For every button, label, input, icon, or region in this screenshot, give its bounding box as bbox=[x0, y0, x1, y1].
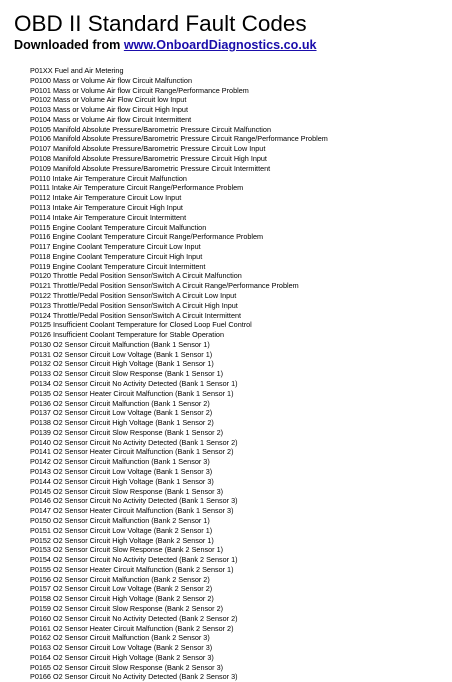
website-link[interactable]: www.OnboardDiagnostics.co.uk bbox=[123, 38, 317, 52]
fault-code-line: P0140 O2 Sensor Circuit No Activity Detected (Bank 1 Sensor 2) bbox=[30, 437, 238, 447]
fault-code-line: P0143 O2 Sensor Circuit Low Voltage (Bank 1 Sensor 3) bbox=[30, 467, 213, 477]
fault-code-line: P0113 Intake Air Temperature Circuit High Input bbox=[30, 202, 183, 212]
fault-code-line: P0122 Throttle/Pedal Position Sensor/Switch A Circuit Low Input bbox=[30, 290, 237, 300]
fault-code-line: P0124 Throttle/Pedal Position Sensor/Switch A Circuit Intermittent bbox=[30, 310, 242, 320]
document-title: OBD II Standard Fault Codes bbox=[14, 11, 307, 36]
fault-code-line: P0105 Manifold Absolute Pressure/Barometric Pressure Circuit Malfunction bbox=[30, 124, 271, 134]
fault-code-line: P0151 O2 Sensor Circuit Low Voltage (Bank 2 Sensor 1) bbox=[30, 525, 213, 535]
fault-code-line: P0146 O2 Sensor Circuit No Activity Detected (Bank 1 Sensor 3) bbox=[30, 496, 238, 506]
fault-code-line: P0114 Intake Air Temperature Circuit Intermittent bbox=[30, 212, 187, 222]
fault-code-line: P0130 O2 Sensor Circuit Malfunction (Bank 1 Sensor 1) bbox=[30, 339, 210, 349]
fault-code-line: P0158 O2 Sensor Circuit High Voltage (Bank 2 Sensor 2) bbox=[30, 594, 214, 604]
fault-code-line: P0125 Insufficient Coolant Temperature for Closed Loop Fuel Control bbox=[30, 320, 252, 330]
fault-code-line: P0163 O2 Sensor Circuit Low Voltage (Bank 2 Sensor 3) bbox=[30, 643, 213, 653]
fault-code-line: P0112 Intake Air Temperature Circuit Low Input bbox=[30, 193, 182, 203]
fault-code-line: P0109 Manifold Absolute Pressure/Barometric Pressure Circuit Intermittent bbox=[30, 163, 271, 173]
fault-code-line: P0115 Engine Coolant Temperature Circuit Malfunction bbox=[30, 222, 207, 232]
document-subtitle bbox=[14, 38, 317, 52]
fault-code-line: P0121 Throttle/Pedal Position Sensor/Switch A Circuit Range/Performance Problem bbox=[30, 281, 299, 291]
fault-code-line: P01XX Fuel and Air Metering bbox=[30, 66, 124, 75]
fault-code-line: P0150 O2 Sensor Circuit Malfunction (Bank 2 Sensor 1) bbox=[30, 515, 210, 525]
fault-code-line: P0153 O2 Sensor Circuit Slow Response (Bank 2 Sensor 1) bbox=[30, 545, 224, 555]
fault-code-line: P0101 Mass or Volume Air flow Circuit Range/Performance Problem bbox=[30, 85, 249, 95]
fault-code-line: P0154 O2 Sensor Circuit No Activity Detected (Bank 2 Sensor 1) bbox=[30, 555, 238, 565]
subtitle-prefix: Downloaded from bbox=[14, 38, 124, 52]
fault-code-line: P0116 Engine Coolant Temperature Circuit Range/Performance Problem bbox=[30, 232, 264, 242]
fault-code-line: P0100 Mass or Volume Air flow Circuit Malfunction bbox=[30, 75, 192, 85]
fault-code-line: P0165 O2 Sensor Circuit Slow Response (Bank 2 Sensor 3) bbox=[30, 662, 224, 672]
fault-code-line: P0147 O2 Sensor Heater Circuit Malfunction (Bank 1 Sensor 3) bbox=[30, 506, 234, 516]
fault-code-line: P0152 O2 Sensor Circuit High Voltage (Bank 2 Sensor 1) bbox=[30, 535, 214, 545]
fault-code-line: P0159 O2 Sensor Circuit Slow Response (Bank 2 Sensor 2) bbox=[30, 603, 224, 613]
fault-code-line: P0103 Mass or Volume Air flow Circuit High Input bbox=[30, 105, 188, 115]
fault-code-line: P0131 O2 Sensor Circuit Low Voltage (Bank 1 Sensor 1) bbox=[30, 349, 213, 359]
fault-code-line: P0141 O2 Sensor Heater Circuit Malfunction (Bank 1 Sensor 2) bbox=[30, 447, 234, 457]
fault-code-line: P0156 O2 Sensor Circuit Malfunction (Bank 2 Sensor 2) bbox=[30, 574, 210, 584]
fault-code-line: P0161 O2 Sensor Heater Circuit Malfunction (Bank 2 Sensor 2) bbox=[30, 623, 234, 633]
fault-code-line: P0135 O2 Sensor Heater Circuit Malfunction (Bank 1 Sensor 1) bbox=[30, 388, 234, 398]
fault-code-line: P0108 Manifold Absolute Pressure/Barometric Pressure Circuit High Input bbox=[30, 154, 267, 164]
fault-code-line: P0164 O2 Sensor Circuit High Voltage (Bank 2 Sensor 3) bbox=[30, 652, 214, 662]
fault-code-line: P0102 Mass or Volume Air Flow Circuit low Input bbox=[30, 95, 187, 105]
fault-code-line: P0120 Throttle Pedal Position Sensor/Switch A Circuit Malfunction bbox=[30, 271, 242, 281]
fault-code-line: P0133 O2 Sensor Circuit Slow Response (Bank 1 Sensor 1) bbox=[30, 369, 224, 379]
fault-code-line: P0132 O2 Sensor Circuit High Voltage (Bank 1 Sensor 1) bbox=[30, 359, 214, 369]
fault-code-line: P0111 Intake Air Temperature Circuit Range/Performance Problem bbox=[30, 183, 244, 193]
fault-code-line: P0160 O2 Sensor Circuit No Activity Detected (Bank 2 Sensor 2) bbox=[30, 613, 238, 623]
fault-code-line: P0126 Insufficient Coolant Temperature for Stable Operation bbox=[30, 330, 224, 340]
fault-code-line: P0157 O2 Sensor Circuit Low Voltage (Bank 2 Sensor 2) bbox=[30, 584, 213, 594]
fault-code-line: P0142 O2 Sensor Circuit Malfunction (Bank 1 Sensor 3) bbox=[30, 457, 210, 467]
fault-code-line: P0104 Mass or Volume Air flow Circuit Intermittent bbox=[30, 114, 192, 124]
fault-code-line: P0134 O2 Sensor Circuit No Activity Detected (Bank 1 Sensor 1) bbox=[30, 379, 238, 388]
fault-code-line: P0107 Manifold Absolute Pressure/Barometric Pressure Circuit Low Input bbox=[30, 144, 266, 154]
fault-code-line: P0166 O2 Sensor Circuit No Activity Detected (Bank 2 Sensor 3) bbox=[30, 672, 238, 682]
fault-code-line: P0123 Throttle/Pedal Position Sensor/Switch A Circuit High Input bbox=[30, 300, 238, 310]
fault-code-line: P0144 O2 Sensor Circuit High Voltage (Bank 1 Sensor 3) bbox=[30, 476, 214, 486]
fault-code-line: P0138 O2 Sensor Circuit High Voltage (Bank 1 Sensor 2) bbox=[30, 418, 214, 428]
fault-code-line: P0106 Manifold Absolute Pressure/Barometric Pressure Circuit Range/Performance Problem bbox=[30, 134, 328, 144]
fault-code-line: P0162 O2 Sensor Circuit Malfunction (Bank 2 Sensor 3) bbox=[30, 633, 210, 643]
fault-code-line: P0137 O2 Sensor Circuit Low Voltage (Bank 1 Sensor 2) bbox=[30, 408, 213, 418]
fault-code-line: P0136 O2 Sensor Circuit Malfunction (Bank 1 Sensor 2) bbox=[30, 398, 210, 408]
fault-code-line: P0145 O2 Sensor Circuit Slow Response (Bank 1 Sensor 3) bbox=[30, 486, 224, 496]
fault-code-line: P0118 Engine Coolant Temperature Circuit High Input bbox=[30, 251, 203, 261]
fault-code-list bbox=[30, 66, 328, 682]
fault-code-line: P0110 Intake Air Temperature Circuit Malfunction bbox=[30, 173, 187, 183]
fault-code-line: P0155 O2 Sensor Heater Circuit Malfunction (Bank 2 Sensor 1) bbox=[30, 564, 234, 574]
fault-code-line: P0117 Engine Coolant Temperature Circuit Low Input bbox=[30, 242, 201, 252]
fault-code-line: P0119 Engine Coolant Temperature Circuit Intermittent bbox=[30, 261, 206, 271]
fault-code-line: P0139 O2 Sensor Circuit Slow Response (Bank 1 Sensor 2) bbox=[30, 427, 224, 437]
